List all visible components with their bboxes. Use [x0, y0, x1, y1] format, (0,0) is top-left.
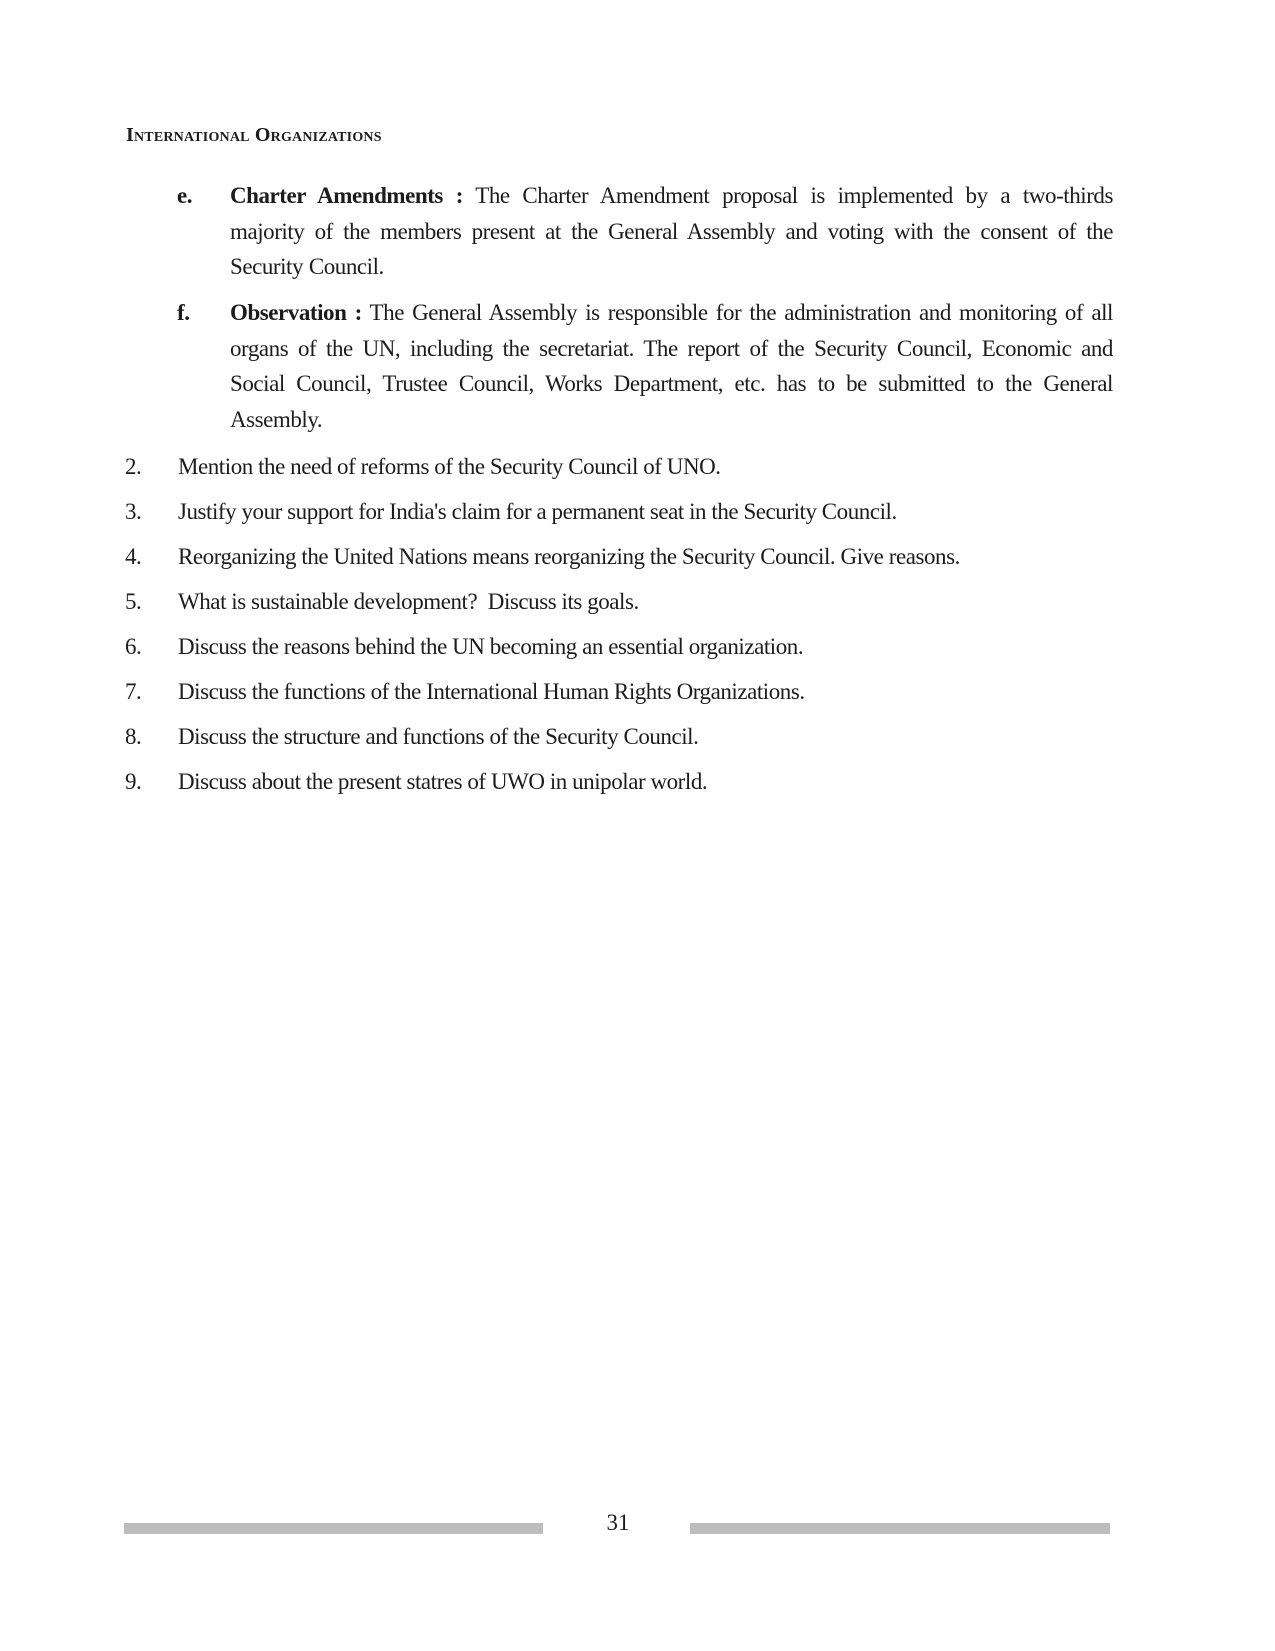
question-number: 4. [125, 544, 142, 569]
page-number: 31 [606, 1510, 630, 1535]
question-number: 6. [125, 634, 142, 659]
question-text: Mention the need of reforms of the Security Council of UNO. [178, 454, 721, 479]
question-number: 9. [125, 769, 142, 794]
sub-item-text: The Charter Amendment proposal is implemented by a two-thirds majority of the members present at the General Assembly and voting with the consent of the Security Council. [230, 183, 1113, 279]
question-number: 7. [125, 679, 142, 704]
question-number: 3. [125, 499, 142, 524]
question-text: What is sustainable development? Discuss its goals. [178, 589, 639, 614]
sub-item-term: Observation : [230, 300, 362, 325]
footer-rule-left [124, 1523, 543, 1534]
sub-item-marker: f. [177, 300, 190, 325]
sub-item-body [230, 295, 1113, 437]
question-number: 2. [125, 454, 142, 479]
running-header: International Organizations [126, 124, 382, 146]
sub-item-marker: e. [177, 183, 193, 208]
question-text: Discuss the functions of the International Human Rights Organizations. [178, 679, 805, 704]
sub-item-text: The General Assembly is responsible for the administration and monitoring of all organs of the UN, including the secretariat. The report of the Security Council, Economic and Social Council, Trustee Council, Works Department, etc. has to be submitted to the General Assembly. [230, 300, 1113, 432]
question-text: Reorganizing the United Nations means reorganizing the Security Council. Give reasons. [178, 544, 960, 569]
sub-item-e [177, 178, 1113, 285]
question-text: Justify your support for India's claim for a permanent seat in the Security Council. [178, 499, 897, 524]
question-number: 8. [125, 724, 142, 749]
sub-item-body [230, 178, 1113, 285]
question-text: Discuss about the present statres of UWO in unipolar world. [178, 769, 708, 794]
sub-item-f [177, 295, 1113, 437]
footer-rule-right [690, 1523, 1110, 1534]
question-number: 5. [125, 589, 142, 614]
sub-item-term: Charter Amendments : [230, 183, 463, 208]
question-text: Discuss the reasons behind the UN becoming an essential organization. [178, 634, 804, 659]
question-text: Discuss the structure and functions of the Security Council. [178, 724, 699, 749]
